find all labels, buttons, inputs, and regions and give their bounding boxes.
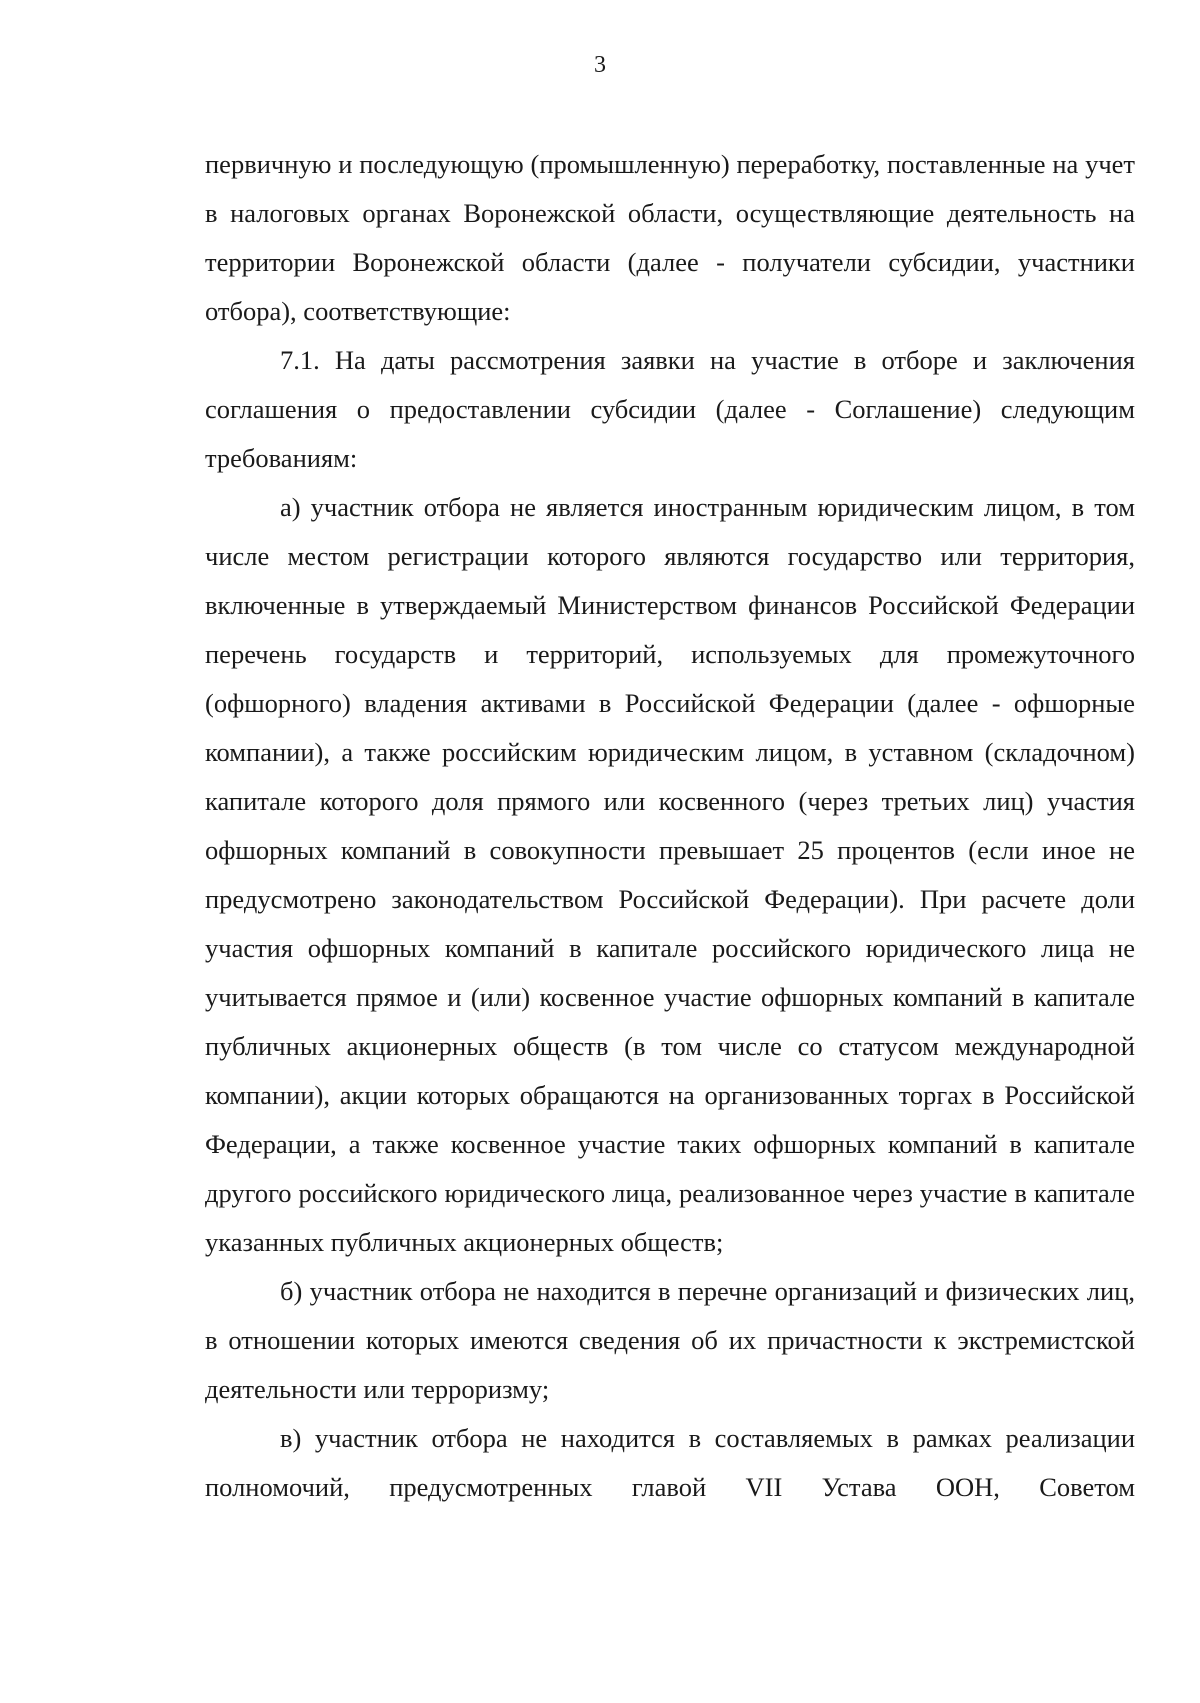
document-body: [205, 140, 1135, 1512]
paragraph-item-v: в) участник отбора не находится в составляемых в рамках реализации полномочий, предусмотренных главой VII Устава ООН, Советом: [205, 1423, 1135, 1502]
paragraph-item-a: а) участник отбора не является иностранным юридическим лицом, в том числе местом регистрации которого являются государство или территория, включенные в утверждаемый Министерством финансов Российской Федерации перечень государств и территорий, используемых для промежуточного (офшорного) владения активами в Российской Федерации (далее - офшорные компании), а также российским юридическим лицом, в уставном (складочном) капитале которого доля прямого или косвенного (через третьих лиц) участия офшорных компаний в совокупности превышает 25 процентов (если иное не предусмотрено законодательством Российской Федерации). При расчете доли участия офшорных компаний в капитале российского юридического лица не учитывается прямое и (или) косвенное участие офшорных компаний в капитале публичных акционерных обществ (в том числе со статусом международной компании), акции которых обращаются на организованных торгах в Российской Федерации, а также косвенное участие таких офшорных компаний в капитале другого российского юридического лица, реализованное через участие в капитале указанных публичных акционерных обществ;: [205, 492, 1135, 1257]
paragraph-intro: первичную и последующую (промышленную) переработку, поставленные на учет в налоговых органах Воронежской области, осуществляющие деятельность на территории Воронежской области (далее - получатели субсидии, участники отбора), соответствующие:: [205, 149, 1135, 326]
paragraph-7-1: 7.1. На даты рассмотрения заявки на участие в отборе и заключения соглашения о предоставлении субсидии (далее - Соглашение) следующим требованиям:: [205, 345, 1135, 473]
paragraph-item-b: б) участник отбора не находится в перечне организаций и физических лиц, в отношении которых имеются сведения об их причастности к экстремистской деятельности или терроризму;: [205, 1276, 1135, 1404]
page-number: 3: [594, 52, 606, 78]
